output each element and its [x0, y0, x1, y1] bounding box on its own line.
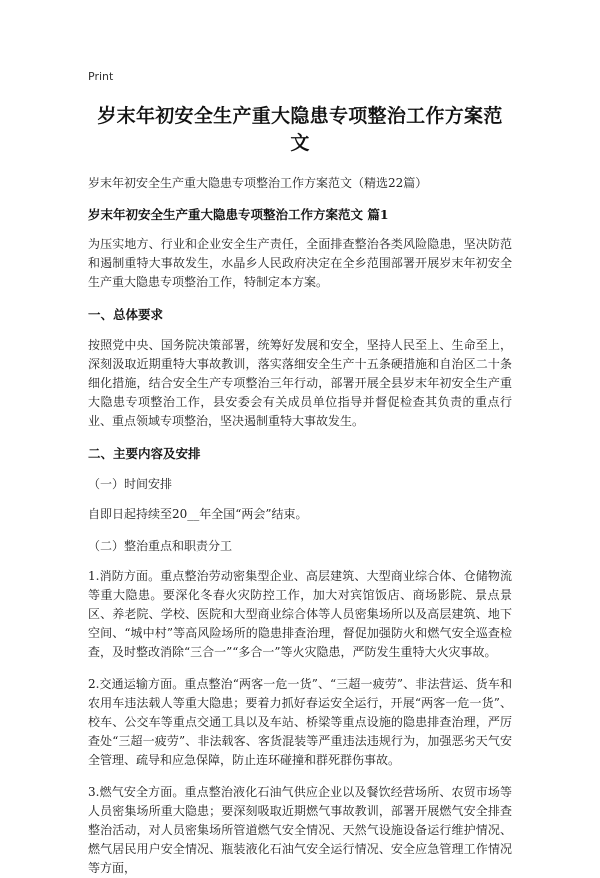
section-title: 岁末年初安全生产重大隐患专项整治工作方案范文 篇1 [88, 207, 389, 222]
heading-main-content: 二、主要内容及安排 [88, 446, 201, 461]
print-label[interactable]: Print [88, 70, 114, 83]
transport-paragraph: 2.交通运输方面。重点整治“两客一危一货”、“三超一疲劳”、非法营运、货车和农用车违法载人等重大隐患；要着力抓好春运安全运行，开展“两客一危一货”、校车、公交车等重点交通工具以及车站、桥梁等重点设施的隐患排查治理，严厉查处“三超一疲劳”、非法载客、客货混装等严重违法违规行为，加强恶劣天气安全管理、疏导和应急保障，防止连环碰撞和群死群伤事故。 [88, 677, 512, 767]
fire-safety-paragraph: 1.消防方面。重点整治劳动密集型企业、高层建筑、大型商业综合体、仓储物流等重大隐患。要深化冬春火灾防控工作，加大对宾馆饭店、商场影院、景点景区、养老院、学校、医院和大型商业综合体等人员密集场所以及高层建筑、地下空间、“城中村”等高风险场所的隐患排查治理，督促加强防火和燃气安全巡查检查，及时整改消除“三合一”“多合一”等火灾隐患，严防发生重特大火灾事故。 [88, 569, 512, 659]
overall-requirements-paragraph: 按照党中央、国务院决策部署，统筹好发展和安全，坚持人民至上、生命至上，深刻汲取近期重特大事故教训，落实落细安全生产十五条硬措施和自治区二十条细化措施，结合安全生产专项整治三年行动，部署开展全县岁末年初安全生产重大隐患专项整治工作，县安委会有关成员单位指导并督促检查其负责的重点行业、重点领域专项整治，坚决遏制重特大事故发生。 [88, 338, 512, 428]
subheading-schedule: （一）时间安排 [88, 477, 173, 491]
document-title: 岁末年初安全生产重大隐患专项整治工作方案范文 [97, 105, 503, 154]
document-subtitle: 岁末年初安全生产重大隐患专项整治工作方案范文（精选22篇） [88, 176, 428, 190]
subheading-focus: （二）整治重点和职责分工 [88, 539, 233, 553]
intro-paragraph: 为压实地方、行业和企业安全生产责任，全面排查整治各类风险隐患，坚决防范和遏制重特大事故发生，水晶乡人民政府决定在全乡范围部署开展岁末年初安全生产重大隐患专项整治工作，特制定本方案。 [88, 237, 512, 289]
heading-overall-requirements: 一、总体要求 [88, 307, 164, 322]
gas-safety-paragraph: 3.燃气安全方面。重点整治液化石油气供应企业以及餐饮经营场所、农贸市场等人员密集场所重大隐患；要深刻吸取近期燃气事故教训，部署开展燃气安全排查整治活动，对人员密集场所管道燃气安全情况、天然气设施设备运行维护情况、燃气居民用户安全情况、瓶装液化石油气安全运行情况、安全应急管理工作情况等方面， [88, 785, 512, 875]
schedule-paragraph: 自即日起持续至20__年全国“两会”结束。 [88, 507, 308, 521]
